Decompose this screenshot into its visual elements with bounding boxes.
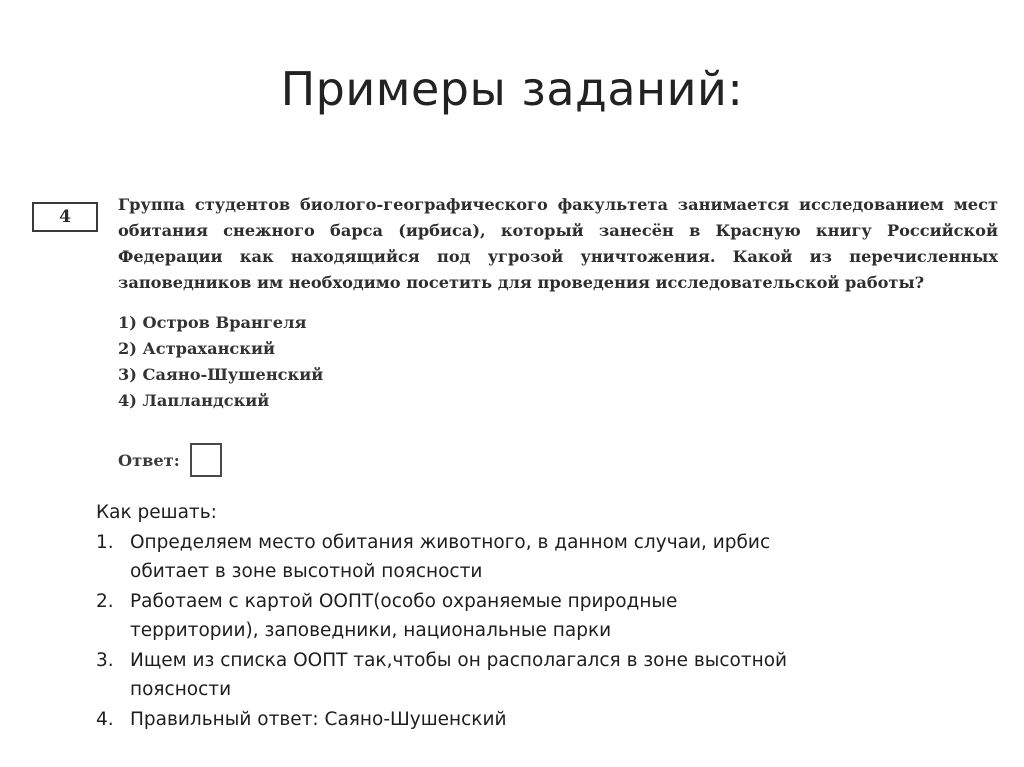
step-number: 1.: [96, 531, 114, 553]
answer-box: [190, 443, 222, 477]
task-question: Группа студентов биолого-географического факультета занимается исследованием мест обитания снежного барса (ирбиса), который занесён в Красную книгу Российской Федерации как находящийся под угрозой уничтожения. Какой из перечисленных заповедников им необходимо посетить для проведения исследовательской работы?: [118, 195, 998, 292]
answer-option: 2) Астраханский: [118, 339, 275, 358]
task-number: 4: [32, 202, 98, 232]
answer-option: 3) Саяно-Шушенский: [118, 365, 324, 384]
step-text: Ищем из списка ООПТ так,чтобы он располагался в зоне высотной поясности: [130, 649, 788, 700]
task-scan: [28, 178, 1003, 488]
slide-title: Примеры заданий:: [280, 62, 744, 116]
answer-option: 4) Лапландский: [118, 391, 270, 410]
solution-step: [96, 646, 796, 705]
step-number: 4.: [96, 708, 114, 730]
solution-step: [96, 528, 796, 587]
step-text: Определяем место обитания животного, в данном случаи, ирбис обитает в зоне высотной поясности: [130, 531, 771, 582]
solution-step: [96, 587, 796, 646]
answer-label: Ответ:: [118, 450, 180, 470]
solution-steps: [96, 528, 796, 735]
solution-heading: Как решать:: [96, 502, 217, 523]
step-number: 3.: [96, 649, 114, 671]
answer-options: [118, 310, 323, 414]
step-text: Работаем с картой ООПТ(особо охраняемые природные территории), заповедники, национальные парки: [130, 590, 678, 641]
answer-row: [118, 442, 222, 478]
solution-step: [96, 705, 796, 735]
solution-block: [96, 498, 796, 734]
step-number: 2.: [96, 590, 114, 612]
answer-option: 1) Остров Врангеля: [118, 313, 307, 332]
step-text: Правильный ответ: Саяно-Шушенский: [130, 708, 507, 730]
